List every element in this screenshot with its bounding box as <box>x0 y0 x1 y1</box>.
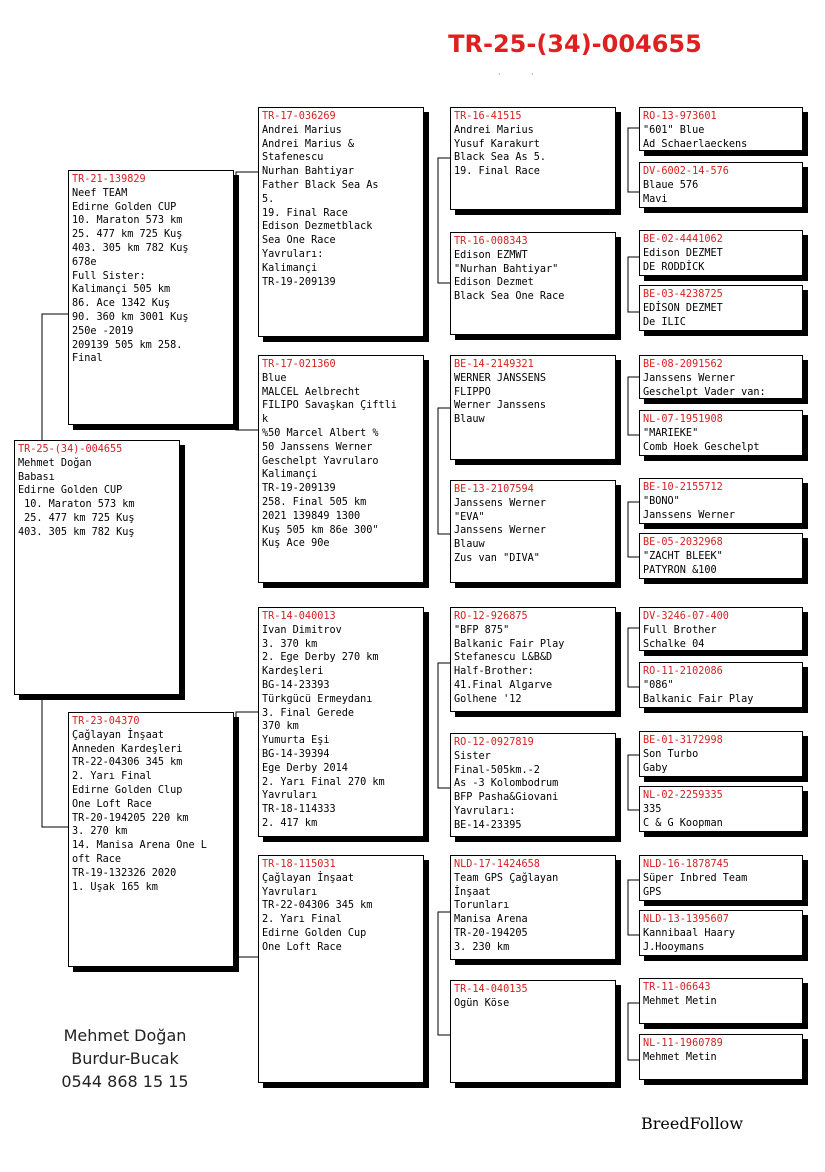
card-line: 3. 370 km <box>262 638 318 650</box>
card-line: 2. Yarı Final <box>262 914 342 926</box>
card-line: Geschelpt Vader van: <box>643 386 766 398</box>
title-decoration: · · <box>498 70 534 79</box>
pedigree-card-sdd[interactable] <box>450 480 616 583</box>
pedigree-card-g1[interactable] <box>639 107 803 151</box>
card-line: 1. Uşak 165 km <box>72 881 158 893</box>
card-line: 335 <box>643 803 662 815</box>
pedigree-card-ddd[interactable] <box>450 980 616 1083</box>
ring-number: BE-10-2155712 <box>643 482 723 493</box>
card-line: EDİSON DEZMET <box>643 302 723 314</box>
card-line: Balkanic Fair Play <box>454 638 565 650</box>
card-line: Neef TEAM <box>72 187 128 199</box>
card-line: Yavruları <box>262 790 318 802</box>
ring-number: TR-16-008343 <box>454 236 528 247</box>
card-line: "BONO" <box>643 495 680 507</box>
ring-number: TR-23-04370 <box>72 716 140 727</box>
card-line: 86. Ace 1342 Kuş <box>72 298 171 310</box>
ring-number: BE-08-2091562 <box>643 359 723 370</box>
card-line: Mehmet Metin <box>643 995 717 1007</box>
card-line: De ILIC <box>643 316 686 328</box>
card-line: Kuş Ace 90e <box>262 538 330 550</box>
card-line: k <box>262 414 269 426</box>
pedigree-card-dam[interactable] <box>68 712 234 967</box>
owner-phone: 0544 868 15 15 <box>61 1072 189 1091</box>
card-line: Edirne Golden CUP <box>18 485 123 497</box>
card-line: Mehmet Doğan <box>18 457 92 469</box>
pedigree-card-g11[interactable] <box>639 731 803 777</box>
pedigree-card-dss[interactable] <box>450 607 616 712</box>
card-line: One Loft Race <box>72 798 152 810</box>
pedigree-card-g12[interactable] <box>639 786 803 832</box>
card-line: Black Sea One Race <box>454 291 565 303</box>
card-line: "Nurhan Bahtiyar" <box>454 263 559 275</box>
card-line: Balkanic Fair Play <box>643 693 754 705</box>
card-line: 3. Final Gerede <box>262 707 355 719</box>
card-line: 10. Maraton 573 km <box>18 499 135 511</box>
card-line: 25. 477 km 725 Kuş <box>18 512 135 524</box>
card-line: TR-20-194205 220 km <box>72 812 189 824</box>
pedigree-card-g2[interactable] <box>639 162 803 208</box>
card-line: Final <box>72 353 103 365</box>
card-line: TR-18-114333 <box>262 804 336 816</box>
card-line: Ad Schaerlaeckens <box>643 138 748 150</box>
ring-number: NLD-16-1878745 <box>643 859 729 870</box>
card-line: 250e -2019 <box>72 325 134 337</box>
card-line: J.Hooymans <box>643 941 705 953</box>
card-line: Blauw <box>454 539 485 551</box>
card-line: Blaue 576 <box>643 179 699 191</box>
owner-name: Mehmet Doğan <box>63 1026 187 1045</box>
card-line: Blauw <box>454 414 485 426</box>
ring-number: BE-14-2149321 <box>454 359 534 370</box>
card-line: 403. 305 km 782 Kuş <box>18 526 135 538</box>
card-line: BFP Pasha&Giovani <box>454 792 559 804</box>
card-line: 2. Yarı Final <box>72 771 152 783</box>
card-line: Full Brother <box>643 624 717 636</box>
pedigree-card-ss[interactable] <box>258 107 424 337</box>
pedigree-card-g13[interactable] <box>639 855 803 901</box>
card-line: Janssens Werner <box>454 497 547 509</box>
pedigree-card-g5[interactable] <box>639 355 803 399</box>
card-line: Ege Derby 2014 <box>262 762 348 774</box>
card-line: TR-19-209139 <box>262 483 336 495</box>
card-line: Blue <box>262 372 287 384</box>
card-line: 19. Final Race <box>454 166 540 178</box>
card-line: Ivan Dimitrov <box>262 624 342 636</box>
ring-number: RO-11-2102086 <box>643 666 723 677</box>
card-line: 14. Manisa Arena One L <box>72 840 207 852</box>
ring-number: TR-18-115031 <box>262 859 336 870</box>
card-line: Yumurta Eşi <box>262 735 330 747</box>
card-line: Sister <box>454 750 491 762</box>
card-line: Werner Janssens <box>454 400 547 412</box>
card-line: 403. 305 km 782 Kuş <box>72 242 189 254</box>
ring-number: DV-6002-14-576 <box>643 166 729 177</box>
pedigree-card-ds[interactable] <box>258 607 424 837</box>
card-line: WERNER JANSSENS <box>454 372 547 384</box>
card-line: Kardeşleri <box>262 666 324 678</box>
card-line: Yavruları: <box>454 805 516 817</box>
pedigree-card-g4[interactable] <box>639 285 803 331</box>
pedigree-card-dd[interactable] <box>258 855 424 1083</box>
card-line: Ogün Köse <box>454 997 510 1009</box>
card-line: "MARIEKE" <box>643 427 699 439</box>
ring-number: TR-16-41515 <box>454 111 522 122</box>
card-line: "BFP 875" <box>454 624 510 636</box>
card-line: Half-Brother: <box>454 666 534 678</box>
ring-number: RO-12-0927819 <box>454 737 534 748</box>
card-line: Edison Dezmetblack <box>262 221 373 233</box>
card-line: 678e <box>72 256 97 268</box>
ring-number: RO-12-926875 <box>454 611 528 622</box>
card-line: TR-19-132326 2020 <box>72 867 177 879</box>
card-line: Babası <box>18 471 55 483</box>
card-line: 10. Maraton 573 km <box>72 215 183 227</box>
card-line: Edison Dezmet <box>454 277 534 289</box>
card-line: 2. Ege Derby 270 km <box>262 652 379 664</box>
card-line: Geschelpt Yavrularo <box>262 455 379 467</box>
card-line: Golhene '12 <box>454 693 522 705</box>
card-line: "EVA" <box>454 511 485 523</box>
card-line: Zus van "DIVA" <box>454 552 540 564</box>
card-line: Stefanescu L&B&D <box>454 652 553 664</box>
pedigree-card-g7[interactable] <box>639 478 803 524</box>
ring-number: TR-14-040013 <box>262 611 336 622</box>
card-line: 50 Janssens Werner <box>262 441 373 453</box>
card-line: Edirne Golden Clup <box>72 784 183 796</box>
ring-number: RO-13-973601 <box>643 111 717 122</box>
card-line: 2021 139849 1300 <box>262 510 361 522</box>
card-line: 3. 270 km <box>72 826 128 838</box>
owner-location: Burdur-Bucak <box>71 1049 179 1068</box>
card-line: Yavruları <box>262 886 318 898</box>
card-line: TR-22-04306 345 km <box>72 757 183 769</box>
card-line: Kalimançi <box>262 469 318 481</box>
card-line: %50 Marcel Albert % <box>262 427 379 439</box>
pedigree-card-g8[interactable] <box>639 533 803 579</box>
card-line: Kuş 505 km 86e 300" <box>262 524 379 536</box>
card-line: Anneden Kardeşleri <box>72 743 183 755</box>
ring-number: NLD-17-1424658 <box>454 859 540 870</box>
card-line: FILIPO Savaşkan Çiftli <box>262 400 397 412</box>
card-line: BG-14-39394 <box>262 748 330 760</box>
card-line: 258. Final 505 km <box>262 496 367 508</box>
card-line: 2. 417 km <box>262 817 318 829</box>
card-line: Sea One Race <box>262 235 336 247</box>
card-line: C & G Koopman <box>643 817 723 829</box>
pedigree-card-sire[interactable] <box>68 170 234 425</box>
card-line: BG-14-23393 <box>262 679 330 691</box>
card-line: Yavruları: <box>262 248 324 260</box>
card-line: Edirne Golden CUP <box>72 201 177 213</box>
card-line: 5. <box>262 193 275 205</box>
card-line: Black Sea As 5. <box>454 152 547 164</box>
pedigree-card-g6[interactable] <box>639 410 803 456</box>
card-line: Full Sister: <box>72 270 146 282</box>
pedigree-card-subject[interactable] <box>14 440 180 695</box>
card-line: One Loft Race <box>262 941 342 953</box>
card-line: GPS <box>643 886 662 898</box>
card-line: 25. 477 km 725 Kuş <box>72 229 183 241</box>
card-line: İnşaat <box>454 886 491 898</box>
ring-number: BE-02-4441062 <box>643 234 723 245</box>
card-line: oft Race <box>72 853 122 865</box>
ring-number: TR-17-021360 <box>262 359 336 370</box>
card-line: Kalimançi <box>262 262 318 274</box>
card-line: 19. Final Race <box>262 207 348 219</box>
card-line: Comb Hoek Geschelpt <box>643 441 760 453</box>
card-line: 370 km <box>262 721 299 733</box>
ring-number: NL-02-2259335 <box>643 790 723 801</box>
card-line: 3. 230 km <box>454 941 510 953</box>
ring-number: NL-07-1951908 <box>643 414 723 425</box>
card-line: Edirne Golden Cup <box>262 927 367 939</box>
ring-number: TR-11-06643 <box>643 982 711 993</box>
pedigree-card-sss[interactable] <box>450 107 616 210</box>
card-line: Team GPS Çağlayan <box>454 872 559 884</box>
card-line: Father Black Sea As <box>262 179 379 191</box>
pedigree-card-sds[interactable] <box>450 355 616 460</box>
card-line: Edison DEZMET <box>643 247 723 259</box>
pedigree-card-dsd[interactable] <box>450 733 616 837</box>
card-line: "ZACHT BLEEK" <box>643 550 723 562</box>
card-line: 90. 360 km 3001 Kuş <box>72 311 189 323</box>
card-line: "086" <box>643 679 674 691</box>
brand-logo: BreedFollow <box>641 1114 744 1133</box>
pedigree-card-g10[interactable] <box>639 662 803 708</box>
ring-number: BE-13-2107594 <box>454 484 534 495</box>
card-line: Torunları <box>454 900 510 912</box>
card-line: Son Turbo <box>643 748 699 760</box>
card-line: Andrei Marius <box>262 124 342 136</box>
pedigree-card-g16[interactable] <box>639 1034 803 1080</box>
card-line: Çağlayan İnşaat <box>262 872 355 884</box>
card-line: Stafenescu <box>262 152 324 164</box>
card-line: Mehmet Metin <box>643 1051 717 1063</box>
ring-number: TR-25-(34)-004655 <box>18 444 123 455</box>
pedigree-card-g14[interactable] <box>639 910 803 956</box>
page-title: TR-25-(34)-004655 <box>448 30 702 58</box>
ring-number: DV-3246-07-400 <box>643 611 729 622</box>
card-line: 41.Final Algarve <box>454 679 553 691</box>
ring-number: NLD-13-1395607 <box>643 914 729 925</box>
card-line: Final-505km.-2 <box>454 764 540 776</box>
ring-number: BE-01-3172998 <box>643 735 723 746</box>
card-line: Schalke 04 <box>643 638 705 650</box>
card-line: MALCEL Aelbrecht <box>262 386 361 398</box>
pedigree-card-dds[interactable] <box>450 855 616 960</box>
card-line: 2. Yarı Final 270 km <box>262 776 385 788</box>
card-line: Kannibaal Haary <box>643 927 736 939</box>
card-line: Andrei Marius & <box>262 138 355 150</box>
card-line: Edison EZMWT <box>454 249 528 261</box>
card-line: FLIPPO <box>454 386 491 398</box>
pedigree-card-g15[interactable] <box>639 978 803 1024</box>
card-line: Kalimançi 505 km <box>72 284 171 296</box>
card-line: Manisa Arena <box>454 914 528 926</box>
card-line: Çağlayan İnşaat <box>72 729 165 741</box>
card-line: TR-22-04306 345 km <box>262 900 373 912</box>
card-line: TR-19-209139 <box>262 276 336 288</box>
card-line: As -3 Kolombodrum <box>454 778 559 790</box>
owner-info <box>50 1024 200 1093</box>
ring-number: TR-21-139829 <box>72 174 146 185</box>
card-line: Süper Inbred Team <box>643 872 748 884</box>
ring-number: NL-11-1960789 <box>643 1038 723 1049</box>
card-line: "601" Blue <box>643 124 705 136</box>
card-line: Andrei Marius <box>454 124 534 136</box>
card-line: Türkgücü Ermeydanı <box>262 693 373 705</box>
card-line: Janssens Werner <box>643 372 736 384</box>
ring-number: BE-03-4238725 <box>643 289 723 300</box>
ring-number: BE-05-2032968 <box>643 537 723 548</box>
card-line: Janssens Werner <box>643 509 736 521</box>
card-line: Gaby <box>643 762 668 774</box>
pedigree-card-ssd[interactable] <box>450 232 616 335</box>
card-line: Yusuf Karakurt <box>454 138 540 150</box>
card-line: DE RODDİCK <box>643 261 705 273</box>
pedigree-card-g3[interactable] <box>639 230 803 276</box>
pedigree-card-sd[interactable] <box>258 355 424 583</box>
card-line: Nurhan Bahtiyar <box>262 166 355 178</box>
card-line: Janssens Werner <box>454 525 547 537</box>
pedigree-card-g9[interactable] <box>639 607 803 651</box>
ring-number: TR-17-036269 <box>262 111 336 122</box>
card-line: TR-20-194205 <box>454 927 528 939</box>
card-line: BE-14-23395 <box>454 819 522 831</box>
card-line: 209139 505 km 258. <box>72 339 183 351</box>
ring-number: TR-14-040135 <box>454 984 528 995</box>
card-line: PATYRON &100 <box>643 564 717 576</box>
card-line: Mavi <box>643 193 668 205</box>
